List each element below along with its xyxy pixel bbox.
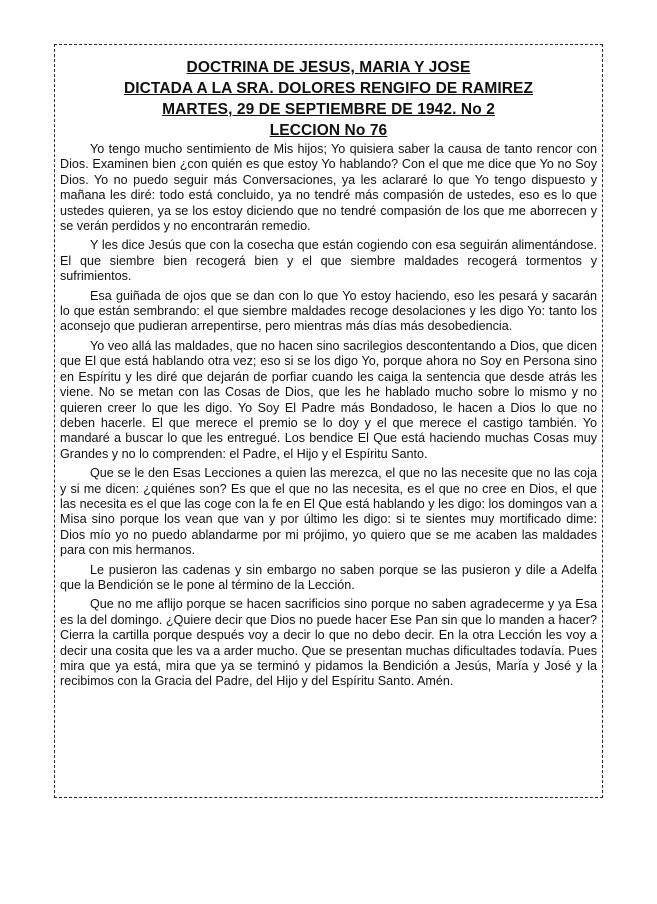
lesson-text (60, 142, 597, 690)
paragraph: Que no me aflijo porque se hacen sacrificios sino porque no saben agradecerme y ya Esa es la del domingo. ¿Quiere decir que Dios no puede hacer Ese Pan sin que lo manden a hacer? Cierra la cartilla porque después voy a decir lo que no debo decir. En la otra Lección les voy a decir una cosita que les va a arder mucho. Que se presentan muchas dificultades todavía. Pues mira que ya está, mira que ya se terminó y pidamos la Bendición a Jesús, María y José y la recibimos con la Gracia del Padre, del Hijo y del Espíritu Santo. Amén. (60, 597, 597, 689)
paragraph: Yo tengo mucho sentimiento de Mis hijos; Yo quisiera saber la causa de tanto rencor con Dios. Examinen bien ¿con quién es que estoy Yo hablando? Con el que me dice que Yo no Soy Dios. Yo no puedo seguir más Conversaciones, ya les aclararé lo que Yo tengo dispuesto y mañana les diré: todo está concluido, ya no tendré más compasión de ustedes, eso es lo que ustedes quieren, ya se los estoy diciendo que no tendré compasión de los que me aborrecen y se verán perdidos y no encontrarán remedio. (60, 142, 597, 234)
title-dictation: DICTADA A LA SRA. DOLORES RENGIFO DE RAMIREZ (123, 80, 534, 97)
paragraph: Esa guiñada de ojos que se dan con lo que Yo estoy haciendo, eso les pesará y sacarán lo que están sembrando: el que siembre maldades recoge desolaciones y les digo Yo: tanto los aconsejo que pudieran arrepentirse, pero mientras más días más desobediencia. (60, 288, 597, 334)
paragraph: Que se le den Esas Lecciones a quien las merezca, el que no las necesite que no las coja y si me dicen: ¿quiénes son? Es que el que no las necesita, es el que no cree en Dios, el que las necesita es el que las coge con la fe en El Que está hablando y les digo: los domingos van a Misa sino porque los vean que van y por último les digo: si te sientes muy mortificado dime: Dios mío yo no puedo ablandarme por mi prójimo, yo quiero que se me acaben las maldades para con mis hermanos. (60, 466, 597, 558)
title-doctrine: DOCTRINA DE JESUS, MARIA Y JOSE (186, 59, 471, 76)
document-body (60, 57, 597, 694)
title-date: MARTES, 29 DE SEPTIEMBRE DE 1942. No 2 (162, 101, 495, 118)
title-lesson: LECCION No 76 (269, 122, 388, 139)
paragraph: Yo veo allá las maldades, que no hacen sino sacrilegios descontentando a Dios, que dicen que El que está hablando otra vez; eso si se los digo Yo, porque ahora no Soy en Persona sino en Espíritu y les diré que dejarán de porfiar cuando les caiga la sentencia que desde atrás les viene. No se metan con las Cosas de Dios, que les he hablado mucho sobre lo mismo y no quieren creer lo que les digo. Yo Soy El Padre más Bondadoso, le hacen a Dios lo que no deben hacerle. El que merece el premio se lo doy y el que merece el castigo también. Yo mandaré a buscar lo que les entregué. Los bendice El Que está haciendo muchas Cosas muy Grandes y no lo comprenden: el Padre, el Hijo y el Espíritu Santo. (60, 338, 597, 461)
paragraph: Le pusieron las cadenas y sin embargo no saben porque se las pusieron y dile a Adelfa que la Bendición se le pone al término de la Lección. (60, 562, 597, 592)
paragraph: Y les dice Jesús que con la cosecha que están cogiendo con esa seguirán alimentándose. El que siembre bien recogerá bien y el que siembre maldades recogerá tormentos y sufrimientos. (60, 238, 597, 284)
